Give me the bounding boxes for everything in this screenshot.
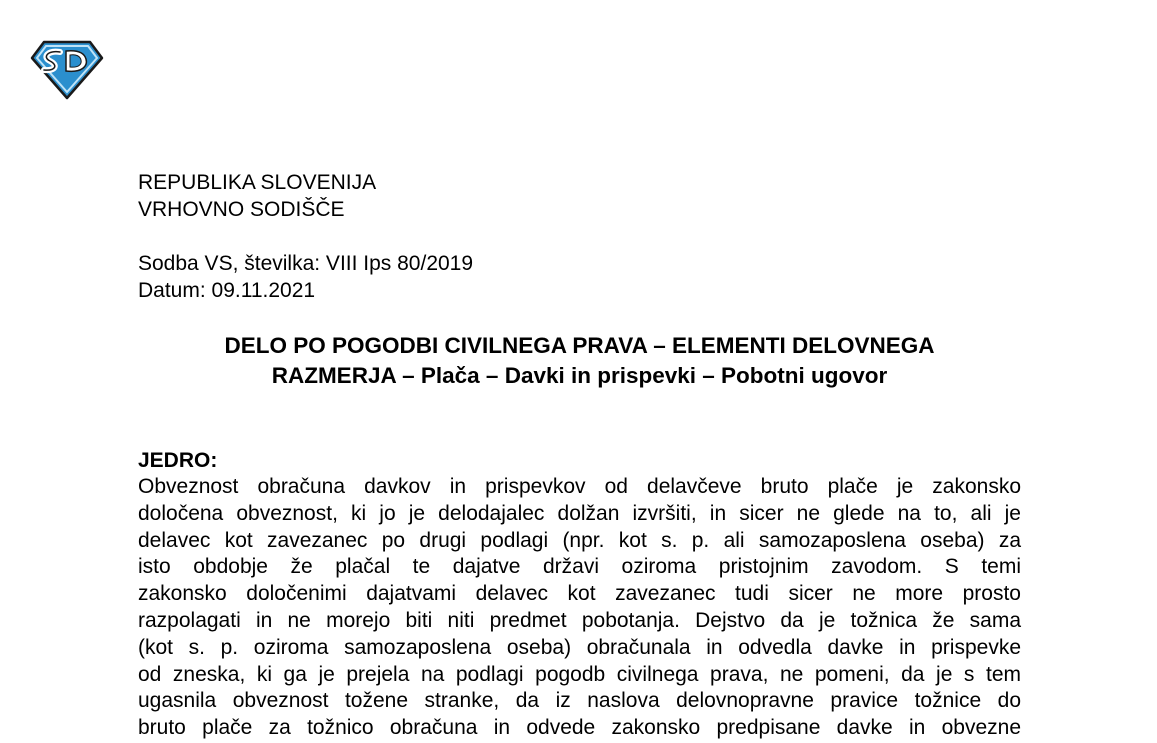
title-line-1: DELO PO POGODBI CIVILNEGA PRAVA – ELEMENTI DELOVNEGA [224, 333, 935, 358]
paragraph-line: ugasnila obveznost tožene stranke, da iz naslova delovnopravne pravice tožnice do [138, 689, 1021, 713]
paragraph-line: razpolagati in ne morejo biti niti predmet pobotanja. Dejstvo da je tožnica že sama [138, 608, 1021, 632]
paragraph-line: (kot s. p. oziroma samozaposlena oseba) obračunala in odvedla davke in prispevke [138, 635, 1021, 659]
court-name: VRHOVNO SODIŠČE [138, 198, 345, 221]
paragraph-line: od zneska, ki ga je prejela na podlagi pogodb civilnega prava, ne pomeni, da je s tem [138, 662, 1021, 686]
core-heading: JEDRO: [138, 449, 218, 472]
paragraph-line: določena obveznost, ki jo je delodajalec dolžan izvršiti, in sicer ne glede na to, ali je [138, 501, 1021, 525]
republic-name: REPUBLIKA SLOVENIJA [138, 171, 377, 194]
case-date: Datum: 09.11.2021 [138, 279, 316, 302]
paragraph-line: delavec kot zavezanec po drugi podlagi (npr. kot s. p. ali samozaposlena oseba) za [138, 528, 1021, 552]
paragraph-line: isto obdobje že plačal te dajatve državi oziroma pristojnim zavodom. S temi [138, 555, 1021, 579]
case-number: Sodba VS, številka: VIII Ips 80/2019 [138, 252, 474, 275]
paragraph-line: zakonsko določenimi dajatvami delavec kot zavezanec tudi sicer ne more prosto [138, 582, 1021, 606]
court-header [138, 169, 376, 223]
title-line-2: RAZMERJA – Plača – Davki in prispevki – Pobotni ugovor [271, 363, 888, 388]
court-logo [30, 40, 104, 100]
paragraph-line: Obveznost obračuna davkov in prispevkov od delavčeve bruto plače je zakonsko [138, 475, 1021, 498]
case-info [138, 250, 473, 304]
paragraph-line: bruto plače za tožnico obračuna in odvede zakonsko predpisane davke in obvezne [138, 716, 1021, 740]
core-paragraph [138, 474, 1021, 742]
document-title [138, 331, 1021, 391]
